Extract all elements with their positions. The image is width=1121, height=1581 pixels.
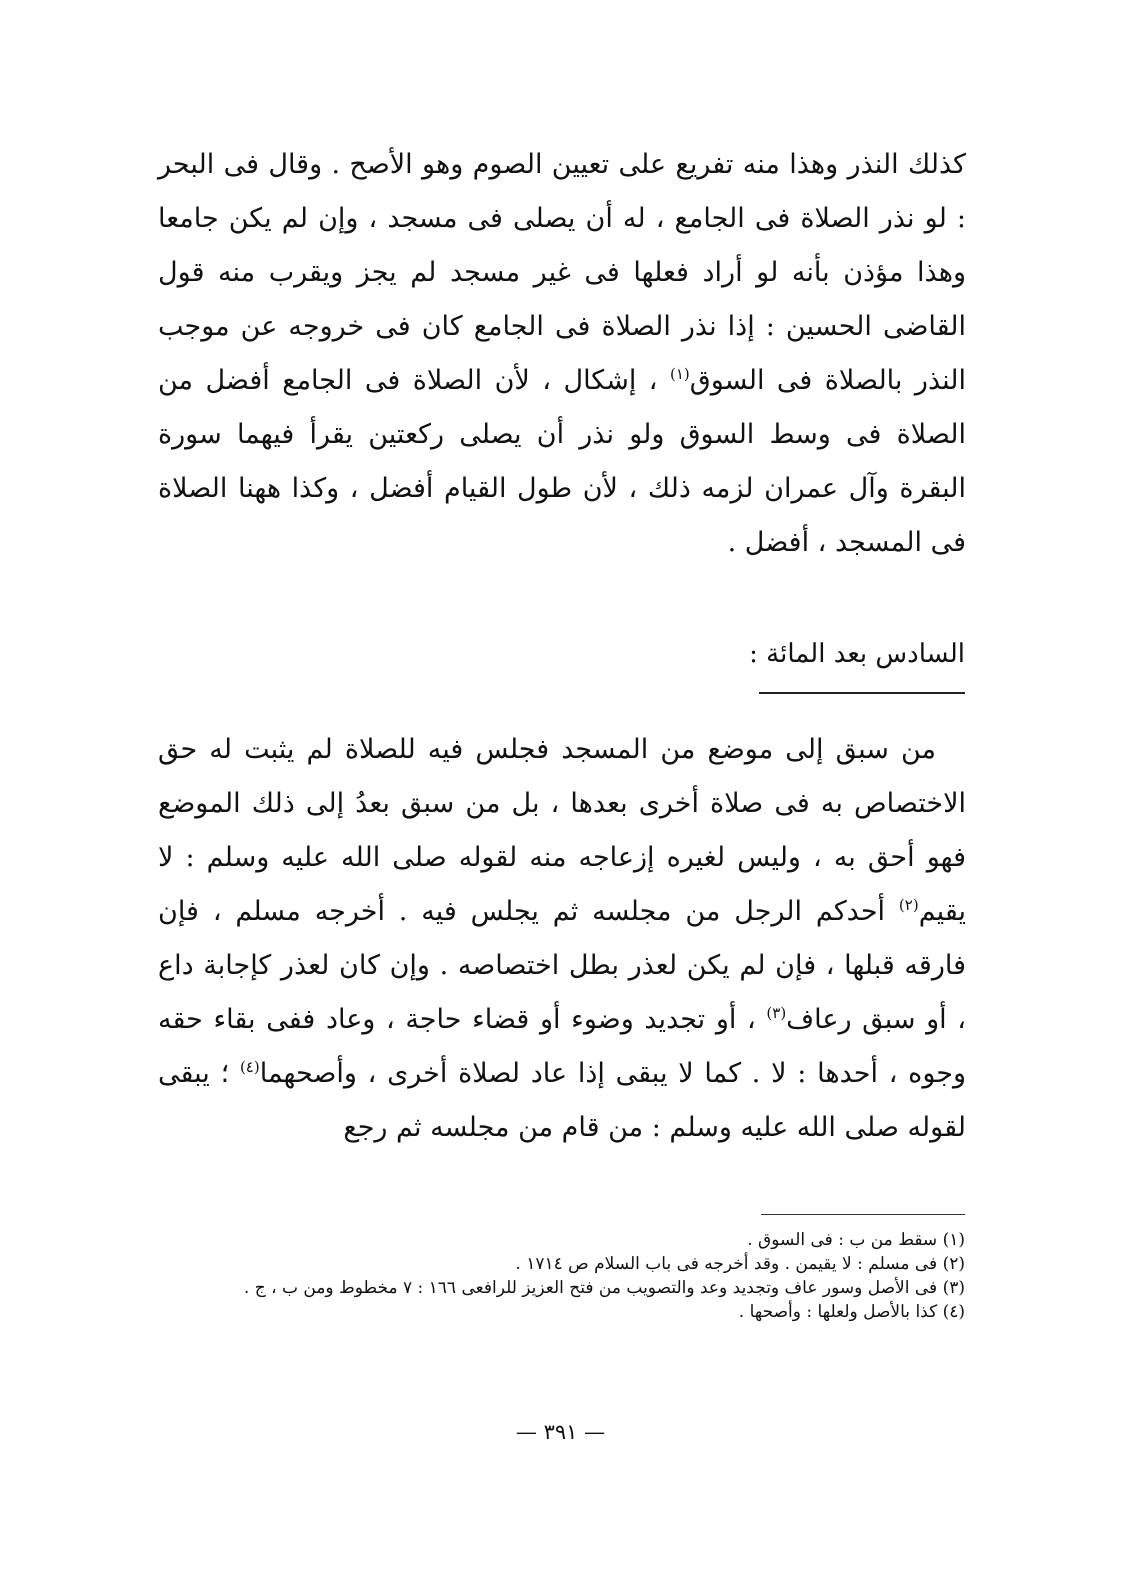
text-line: فى وسط السوق ولو نذر أن يصلى ركعتين يقرأ فيهما سورة البقرة وآل عمران xyxy=(158,419,966,504)
heading-underline xyxy=(759,692,965,694)
paragraph-1 xyxy=(158,138,966,570)
footnotes xyxy=(158,1228,965,1324)
text-line: داع ، أو سبق رعاف xyxy=(158,950,967,1035)
text-line: كذلك النذر وهذا منه تفريع على تعيين الصوم وهو الأصح . وقال فى البحر : xyxy=(158,149,966,234)
footnote-2: (٢) فى مسلم : لا يقيمن . وقد أخرجه فى باب السلام ص ١٧١٤ . xyxy=(515,1254,965,1274)
section-heading: السادس بعد المائة : xyxy=(749,639,965,669)
text-line: لا يقيم xyxy=(158,842,966,927)
footnote-marker: (٣) xyxy=(766,1004,787,1022)
text-line: ففى بقاء حقه وجوه ، أحدها : لا . كما لا يبقى إذا عاد لصلاة أخرى ، xyxy=(158,1004,967,1089)
text-line: ؛ يبقى لقوله صلى الله عليه وسلم : من قام من مجلسه ثم رجع xyxy=(158,1058,966,1143)
text-line: ، إشكال ، لأن الصلاة فى الجامع أفضل من الصلاة xyxy=(158,365,966,450)
text-line: وأصحهما xyxy=(259,1058,357,1089)
text-line: الموضع فهو أحق به ، وليس لغيره إزعاجه منه لقوله صلى الله عليه وسلم : xyxy=(158,788,966,873)
body-line xyxy=(158,723,966,1155)
footnote-marker: (٢) xyxy=(898,896,919,914)
footnote-3: (٣) فى الأصل وسور عاف وتجديد وعد والتصويب من فتح العزيز للرافعى ١٦٦ : ٧ مخطوط ومن ب ، ج . xyxy=(243,1278,965,1298)
text-line: بالصلاة فى السوق xyxy=(689,365,903,396)
text-line: من سبق إلى موضع من المسجد فجلس فيه للصلاة لم يثبت له حق xyxy=(158,734,936,765)
footnote-marker: (١) xyxy=(669,365,690,383)
footnote-marker: (٤) xyxy=(239,1058,260,1076)
text-line: لو نذر الصلاة فى الجامع ، له أن يصلى فى مسجد ، وإن لم يكن جامعا وهذا xyxy=(158,203,966,288)
text-line: الاختصاص به فى صلاة أخرى بعدها ، بل من سبق بعدُ إلى ذلك xyxy=(251,788,966,819)
text-line: فارقه قبلها ، فإن لم يكن لعذر بطل اختصاصه . وإن كان لعذر كإجابة xyxy=(203,950,966,981)
text-line: ، أو تجديد وضوء أو قضاء حاجة ، وعاد xyxy=(325,1004,756,1035)
text-line: أحدكم الرجل من مجلسه ثم يجلس فيه . أخرجه مسلم ، فإن xyxy=(158,896,886,927)
text-line: الحسين : إذا نذر الصلاة فى الجامع كان فى خروجه عن موجب النذر xyxy=(158,311,966,396)
page-number: — ٣٩١ — xyxy=(515,1420,606,1444)
text-line: لزمه ذلك ، لأن طول القيام أفضل ، وكذا ههنا الصلاة فى المسجد ، xyxy=(158,473,966,558)
text-line: أفضل . xyxy=(727,527,810,558)
paragraph-2 xyxy=(158,723,966,1155)
footnote-1: (١) سقط من ب : فى السوق . xyxy=(747,1230,965,1250)
footnote-4: (٤) كذا بالأصل ولعلها : وأصحها . xyxy=(738,1302,965,1322)
text-line: مؤذن بأنه لو أراد فعلها فى غير مسجد لم يجز ويقرب منه قول القاضى xyxy=(158,257,966,342)
body-line xyxy=(158,138,966,570)
footnote-separator xyxy=(761,1214,965,1215)
